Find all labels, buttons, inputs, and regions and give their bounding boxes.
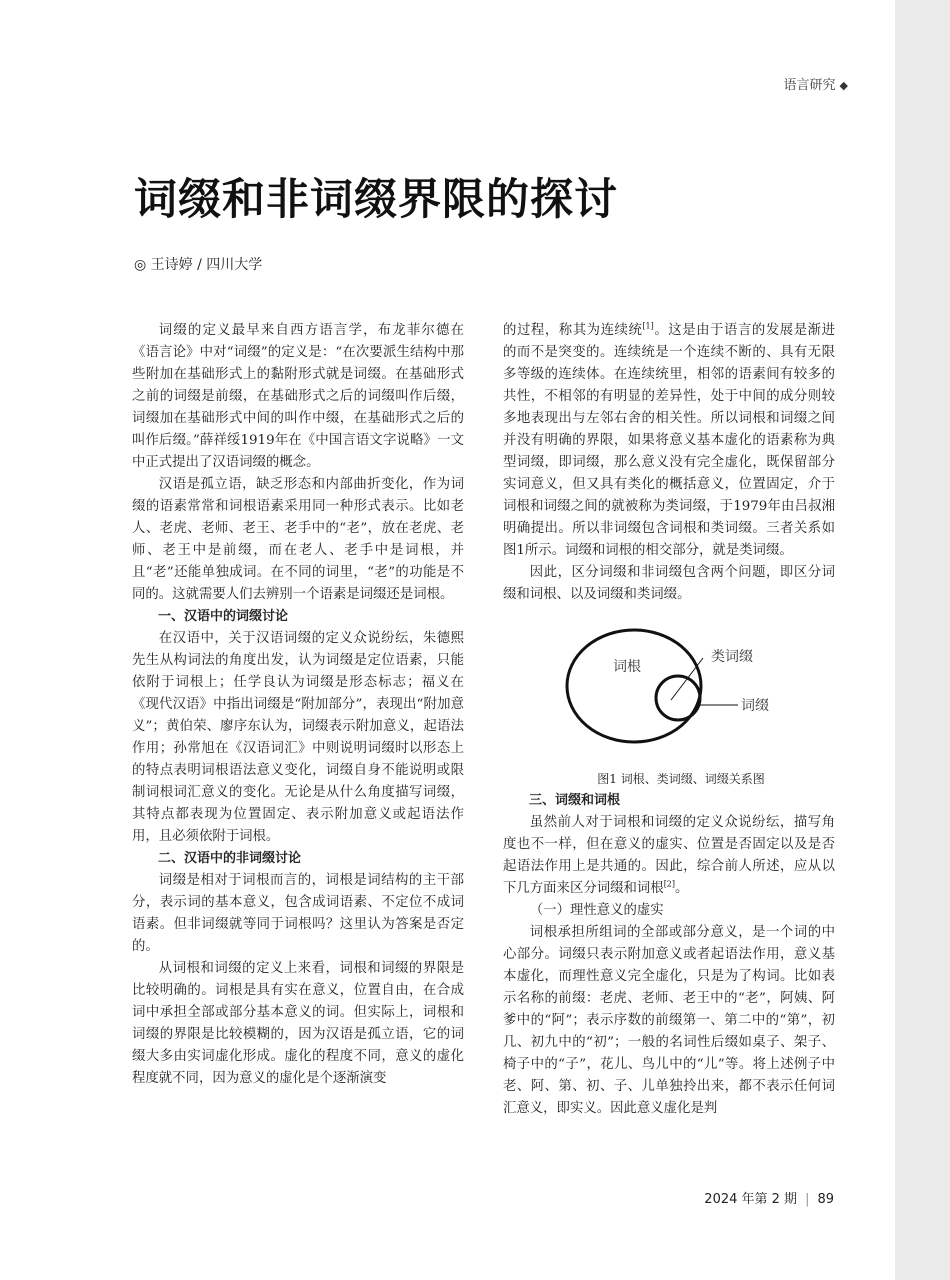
right-column — [503, 320, 835, 1120]
quasi-affix-label: 类词缀 — [711, 649, 753, 665]
issue-label: 2024 年第 2 期 — [704, 1192, 798, 1207]
subheading: （一）理性意义的虚实 — [529, 903, 664, 918]
figure-caption: 图1 词根、类词缀、词缀关系图 — [597, 772, 765, 786]
section-label: 语言研究 — [783, 78, 836, 93]
citation: [2] — [663, 879, 676, 889]
paragraph: 汉语是孤立语，缺乏形态和内部曲折变化，作为词缀的语素常常和词根语素采用同一种形式表示。比如老人、老虎、老师、老王、老手中的“老”，放在老虎、老师、老王中是前缀，而在老人、老手中是词根，并且“老”还能单独成词。在不同的词里，“老”的功能是不同的。这就需要人们去辨别一个语素是词缀还是词根。 — [132, 477, 464, 602]
paragraph-text: 的过程，称其为连续统 — [503, 323, 643, 338]
paragraph: 因此，区分词缀和非词缀包含两个问题，即区分词缀和词根、以及词缀和类词缀。 — [503, 565, 835, 602]
paragraph — [503, 812, 835, 900]
paragraph: 词缀是相对于词根而言的，词根是词结构的主干部分，表示词的基本意义，包含成词语素、不定位不成词语素。但非词缀就等同于词根吗？这里认为答案是否定的。 — [132, 873, 464, 954]
paragraph: 在汉语中，关于汉语词缀的定义众说纷纭，朱德熙先生从构词法的角度出发，认为词缀是定位语素，只能依附于词根上；任学良认为词缀是形态标志；福义在《现代汉语》中指出词缀是“附加部分”，表现出“附加意义”；黄伯荣、廖序东认为，词缀表示附加意义，起语法作用；孙常旭在《汉语词汇》中则说明词缀时以形态上的特点表明词根语法意义变化，词缀自身不能说明或限制词根词汇意义的变化。无论是从什么角度描写词缀，其特点都表现为位置固定、表示附加意义或起语法作用，且必须依附于词根。 — [132, 631, 464, 844]
venn-diagram — [503, 618, 835, 768]
paragraph — [503, 320, 835, 562]
paragraph-text: 。这是由于语言的发展是渐进的而不是突变的。连续统是一个连续不断的、具有无限多等级的连续体。在连续统里，相邻的语素间有较多的共性，不相邻的有明显的差异性，处于中间的成分则较多地表现出与左邻右舍的相关性。所以词根和词缀之间并没有明确的界限，如果将意义基本虚化的语素称为典型词缀，即词缀，那么意义没有完全虚化，既保留部分实词意义，但又具有类化的概括意义，位置固定，介于词根和词缀之间的就被称为类词缀，于1979年由吕叔湘明确提出。所以非词缀包含词根和类词缀。三者关系如图1所示。词缀和词根的相交部分，就是类词缀。 — [503, 323, 836, 558]
page-number: 89 — [817, 1192, 834, 1207]
paragraph-text: 虽然前人对于词根和词缀的定义众说纷纭，描写角度也不一样，但在意义的虚实、位置是否固定以及是否起语法作用上是共通的。因此，综合前人所述，应从以下几方面来区分词缀和词根 — [503, 815, 835, 896]
diamond-icon: ◆ — [839, 79, 848, 92]
relationship-figure — [503, 618, 835, 768]
affix-label: 词缀 — [741, 698, 769, 714]
left-column — [132, 320, 464, 1090]
paragraph: 词根承担所组词的全部或部分意义，是一个词的中心部分。词缀只表示附加意义或者起语法作用，意义基本虚化，而理性意义完全虚化，只是为了构词。比如表示名称的前缀：老虎、老师、老王中的“老”，阿姨、阿爹中的“阿”；表示序数的前缀第一、第二中的“第”，初几、初九中的“初”；一般的名词性后缀如桌子、架子、椅子中的“子”，花儿、鸟儿中的“儿”等。将上述例子中老、阿、第、初、子、儿单独拎出来，都不表示任何词汇意义，即实义。因此意义虚化是判 — [503, 925, 835, 1116]
article-title: 词缀和非词缀界限的探讨 — [134, 175, 618, 225]
affix-circle — [656, 676, 700, 720]
root-circle — [567, 630, 701, 742]
paragraph: 词缀的定义最早来自西方语言学，布龙菲尔德在《语言论》中对“词缀”的定义是：“在次要派生结构中那些附加在基础形式上的黏附形式就是词缀。在基础形式之前的词缀是前缀，在基础形式之后的词缀叫作后缀，词缀加在基础形式中间的叫作中缀，在基础形式之后的叫作后缀。”薛祥绥1919年在《中国言语文字说略》一文中正式提出了汉语词缀的概念。 — [132, 323, 464, 470]
paragraph: 从词根和词缀的定义上来看，词根和词缀的界限是比较明确的。词根是具有实在意义，位置自由，在合成词中承担全部或部分基本意义的词。但实际上，词根和词缀的界限是比较模糊的，因为汉语是孤立语，它的词缀大多由实词虚化形成。虚化的程度不同，意义的虚化程度就不同，因为意义的虚化是个逐渐演变 — [132, 961, 464, 1086]
page-margin-band — [895, 0, 950, 1280]
section-header — [784, 74, 848, 93]
citation: [1] — [642, 321, 654, 331]
section-heading: 二、汉语中的非词缀讨论 — [158, 851, 302, 866]
root-label: 词根 — [613, 659, 641, 675]
author-line: ◎ 王诗婷 / 四川大学 — [134, 257, 263, 273]
paragraph-text: 。 — [675, 881, 689, 896]
page-footer — [704, 1188, 834, 1207]
separator: | — [805, 1192, 810, 1207]
section-heading: 三、词缀和词根 — [529, 793, 621, 808]
section-heading: 一、汉语中的词缀讨论 — [158, 609, 289, 624]
